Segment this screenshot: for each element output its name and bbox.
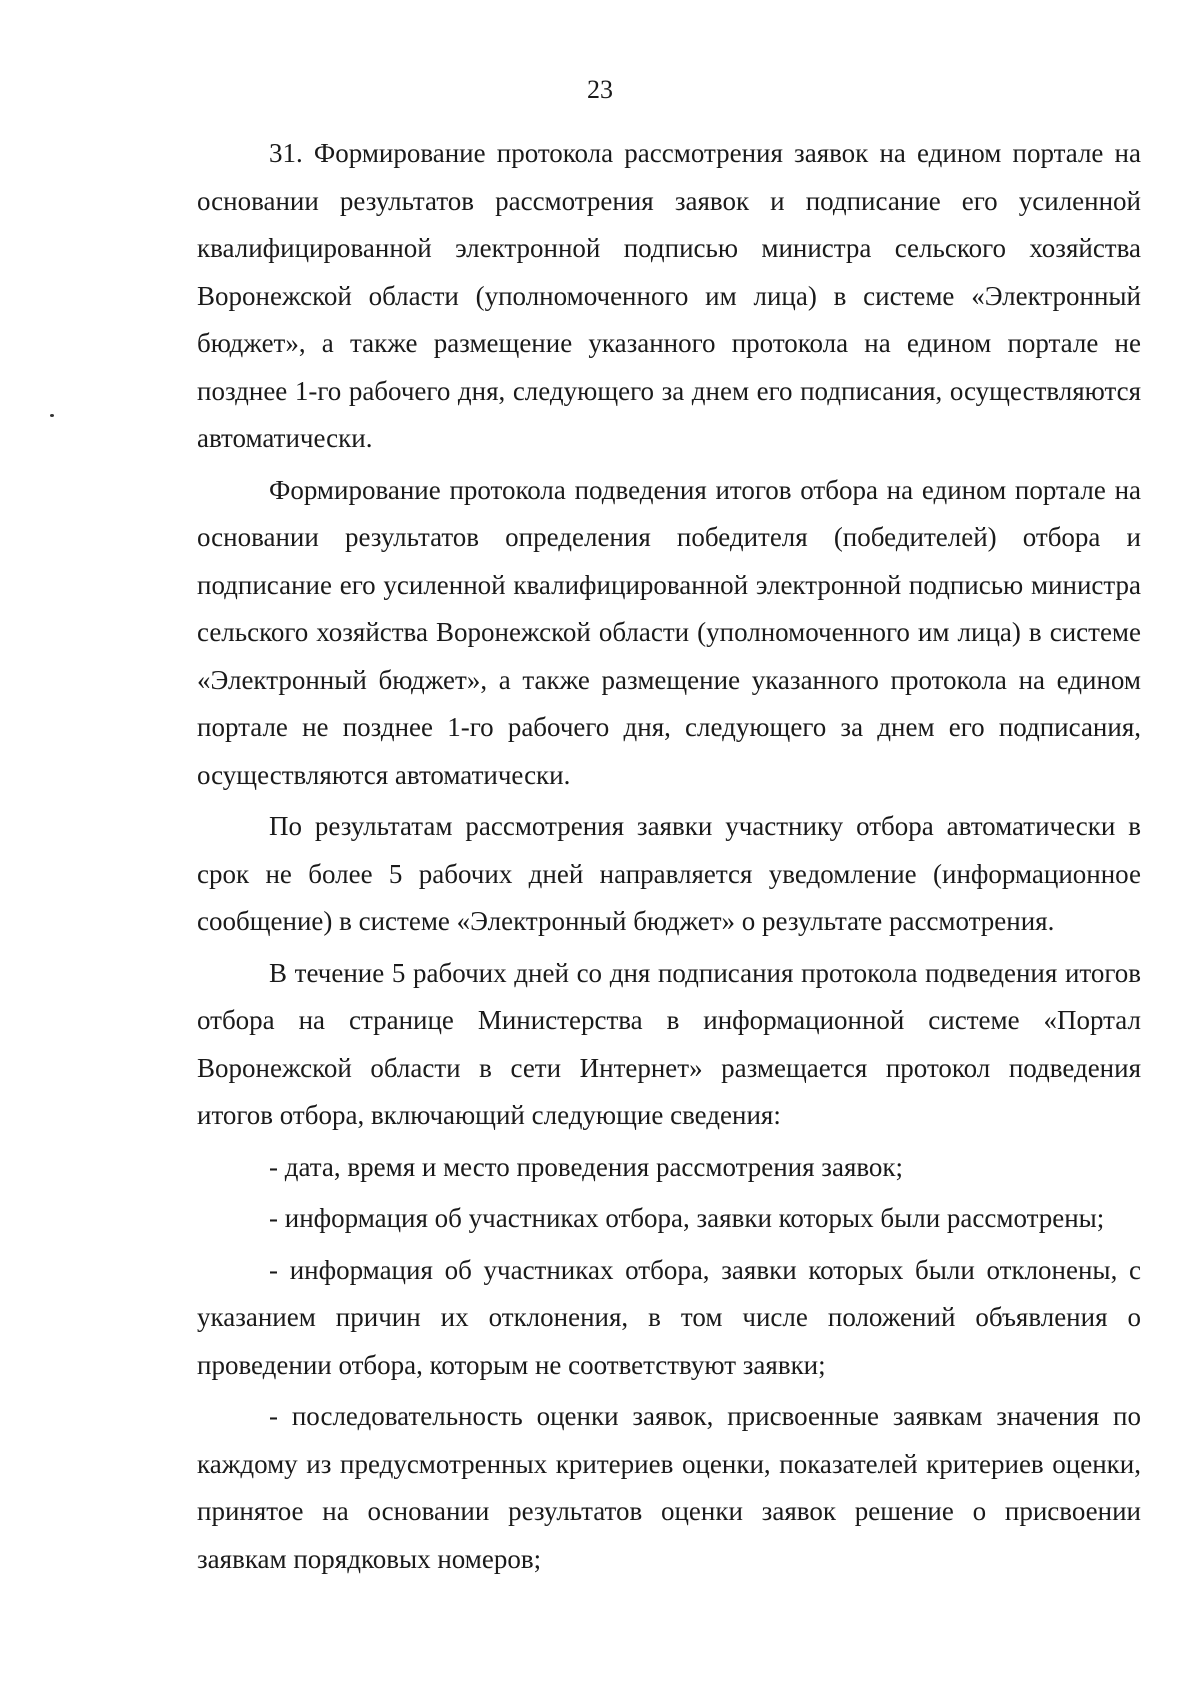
document-body (197, 130, 1141, 1583)
list-item-reviewed-participants: - информация об участниках отбора, заявки которых были рассмотрены; (269, 1203, 1105, 1233)
list-item-rejected-participants: - информация об участниках отбора, заявки которых были отклонены, с указанием причин их отклонения, в том числе положений объявления о проведении отбора, которым не соответствуют заявки; (197, 1254, 1141, 1380)
paragraph-31: 31. Формирование протокола рассмотрения заявок на едином портале на основании результатов рассмотрения заявок и подписание его усиленной квалифицированной электронной подписью министра сельского хозяйства Воронежской области (уполномоченного им лица) в системе «Электронный бюджет», а также размещение указанного протокола на едином портале не позднее 1-го рабочего дня, следующего за днем его подписания, осуществляются автоматически. (197, 138, 1141, 453)
scan-speck-left (50, 414, 54, 417)
page-number: 23 (587, 75, 613, 104)
list-item-date-time-place: - дата, время и место проведения рассмотрения заявок; (269, 1151, 904, 1182)
paragraph-publication: В течение 5 рабочих дней со дня подписания протокола подведения итогов отбора на странице Министерства в информационной системе «Портал Воронежской области в сети Интернет» размещается протокол подведения итогов отбора, включающий следующие сведения: (197, 957, 1141, 1130)
list-item-evaluation-sequence: - последовательность оценки заявок, присвоенные заявкам значения по каждому из предусмотренных критериев оценки, показателей критериев оценки, принятое на основании результатов оценки заявок решение о присвоении заявкам порядковых номеров; (197, 1401, 1141, 1574)
paragraph-protocol-results: Формирование протокола подведения итогов отбора на едином портале на основании результатов определения победителя (победителей) отбора и подписание его усиленной квалифицированной электронной подписью министра сельского хозяйства Воронежской области (уполномоченного им лица) в системе «Электронный бюджет», а также размещение указанного протокола на едином портале не позднее 1-го рабочего дня, следующего за днем его подписания, осуществляются автоматически. (197, 474, 1141, 790)
paragraph-notification: По результатам рассмотрения заявки участнику отбора автоматически в срок не более 5 рабочих дней направляется уведомление (информационное сообщение) в системе «Электронный бюджет» о результате рассмотрения. (197, 811, 1141, 936)
